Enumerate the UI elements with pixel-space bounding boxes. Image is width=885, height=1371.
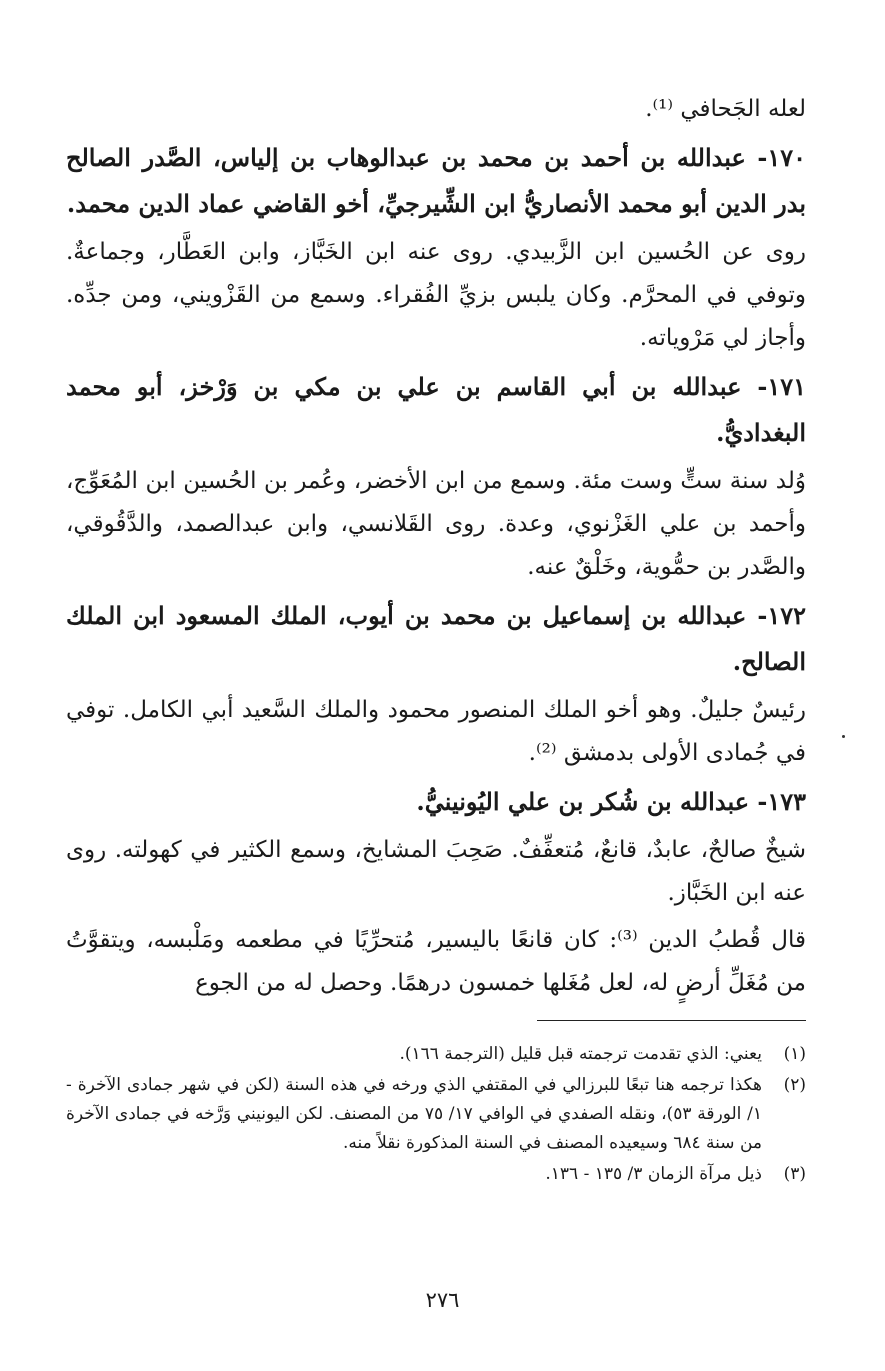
entry-body-173-quote: قال قُطبُ الدين ⁽³⁾: كان قانعًا باليسير، مُتحرِّيًا في مطعمه ومَلْبسه، ويتقوَّتُ من مُغَلِّ أرضٍ له، لعل مُغَلها خمسون درهمًا. وحصل له من الجوع bbox=[66, 927, 806, 996]
entry-heading-170: ١٧٠- عبدالله بن أحمد بن محمد بن عبدالوهاب بن إلياس، الصَّدر الصالح بدر الدين أبو محمد الأنصاريُّ ابن الشِّيرجيِّ، أخو القاضي عماد الدين محمد. bbox=[66, 143, 806, 218]
footnote bbox=[66, 1071, 806, 1158]
footnote-separator bbox=[537, 1020, 806, 1021]
main-text bbox=[66, 88, 806, 1009]
footnote bbox=[66, 1040, 806, 1069]
continuation-paragraph: لعله الجَحافي ⁽¹⁾. bbox=[645, 96, 806, 122]
footnote-number: (٢) bbox=[783, 1075, 806, 1095]
entry-body-172: رئيسٌ جليلٌ. وهو أخو الملك المنصور محمود والملك السَّعيد أبي الكامل. توفي في جُمادى الأولى بدمشق ⁽²⁾. bbox=[66, 697, 806, 766]
entry-body-170: روى عن الحُسين ابن الزَّبيدي. روى عنه ابن الخَبَّاز، وابن العَطَّار، وجماعةٌ. وتوفي في المحرَّم. وكان يلبس بزيِّ الفُقراء. وسمع من القَزْويني، ومن جدِّه. وأجاز لي مَرْوياته. bbox=[66, 239, 806, 351]
footnote-text: يعني: الذي تقدمت ترجمته قبل قليل (الترجمة ١٦٦). bbox=[399, 1044, 762, 1064]
footnote-number: (٣) bbox=[783, 1164, 806, 1184]
footnote-text: هكذا ترجمه هنا تبعًا للبرزالي في المقتفي الذي ورخه في هذه السنة (لكن في شهر جمادى الآخرة - ١/ الورقة ٥٣)، ونقله الصفدي في الوافي ١٧/ ٧٥ من المصنف. لكن اليونيني وَرَّخه في جمادى الآخرة من سنة ٦٨٤ وسيعيده المصنف في السنة المذكورة نقلاً منه. bbox=[66, 1075, 762, 1153]
margin-mark bbox=[842, 735, 845, 738]
entry-body-173: شيخٌ صالحٌ، عابدٌ، قانعٌ، مُتعفِّفٌ. صَحِبَ المشايخ، وسمع الكثير في كهولته. روى عنه ابن الخَبَّاز. bbox=[66, 837, 806, 906]
footnote-text: ذيل مرآة الزمان ٣/ ١٣٥ - ١٣٦. bbox=[545, 1164, 762, 1184]
entry-body-171: وُلد سنة ستٍّ وست مئة. وسمع من ابن الأخضر، وعُمر بن الحُسين ابن المُعَوِّج، وأحمد بن علي الغَزْنوي، وعدة. روى القَلانسي، وابن عبدالصمد، والدَّقُوقي، والصَّدر بن حمُّوية، وخَلْقٌ عنه. bbox=[66, 468, 806, 580]
page-number: ٢٧٦ bbox=[425, 1288, 460, 1312]
entry-heading-171: ١٧١- عبدالله بن أبي القاسم بن علي بن مكي بن وَرْخز، أبو محمد البغداديُّ. bbox=[66, 372, 806, 447]
footnote-number: (١) bbox=[783, 1044, 806, 1064]
entry-heading-173: ١٧٣- عبدالله بن شُكر بن علي اليُونينيُّ. bbox=[416, 787, 806, 816]
footnote bbox=[66, 1160, 806, 1189]
entry-heading-172: ١٧٢- عبدالله بن إسماعيل بن محمد بن أيوب، الملك المسعود ابن الملك الصالح. bbox=[66, 601, 806, 676]
footnotes bbox=[66, 1040, 806, 1191]
